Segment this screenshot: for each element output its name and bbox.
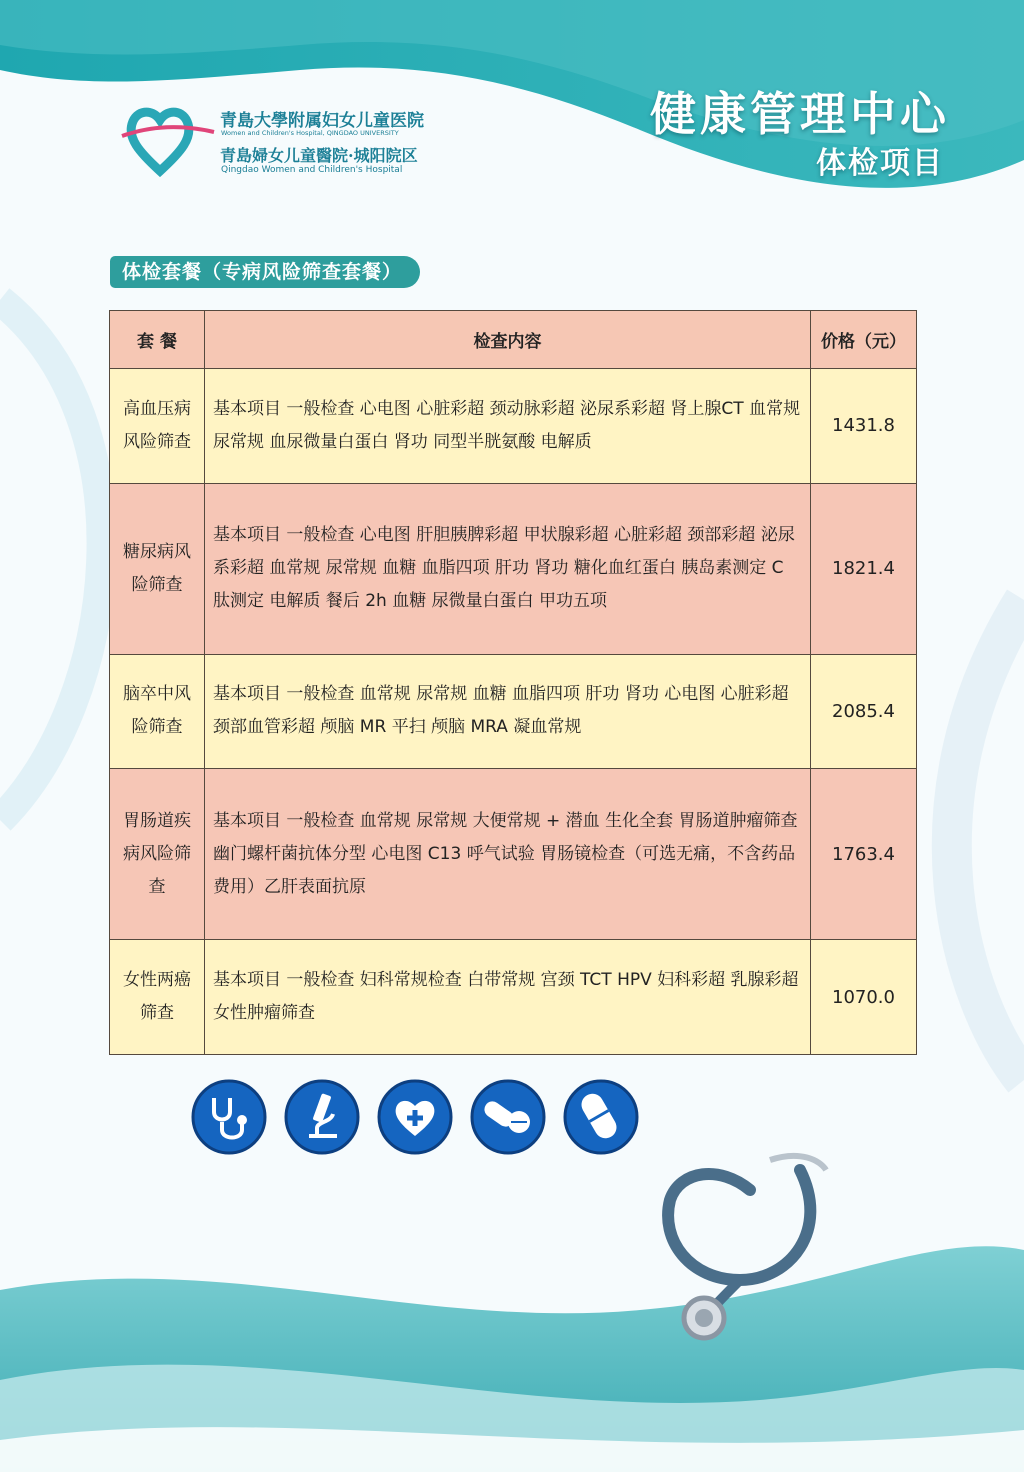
package-name: 女性两癌筛查 [110, 940, 205, 1055]
package-price: 1070.0 [811, 940, 917, 1055]
stethoscope-icon [190, 1078, 268, 1156]
logo-chinese-name: 青島大學附属妇女儿童医院 [220, 111, 424, 131]
header-package: 套 餐 [110, 311, 205, 369]
heart-plus-icon [376, 1078, 454, 1156]
table-row [110, 769, 917, 940]
table-row [110, 940, 917, 1055]
package-price: 1763.4 [811, 769, 917, 940]
logo-campus-name: 青島婦女儿童醫院·城阳院区 [220, 146, 418, 165]
header-price: 价格（元） [811, 311, 917, 369]
package-table [109, 310, 917, 1055]
capsule-icon [562, 1078, 640, 1156]
logo-english-name: Women and Children's Hospital, QINGDAO UNIVERSITY [221, 129, 399, 137]
hospital-logo [120, 96, 440, 186]
package-name: 脑卒中风险筛查 [110, 654, 205, 769]
package-content: 基本项目 一般检查 妇科常规检查 白带常规 宫颈 TCT HPV 妇科彩超 乳腺彩超 女性肿瘤筛查 [205, 940, 811, 1055]
package-price: 2085.4 [811, 654, 917, 769]
microscope-icon [283, 1078, 361, 1156]
package-name: 胃肠道疾病风险筛查 [110, 769, 205, 940]
package-name: 高血压病风险筛查 [110, 369, 205, 484]
header-content: 检查内容 [205, 311, 811, 369]
package-name: 糖尿病风险筛查 [110, 483, 205, 654]
table-header-row [110, 311, 917, 369]
page-title: 健康管理中心 [650, 87, 950, 141]
package-content: 基本项目 一般检查 心电图 心脏彩超 颈动脉彩超 泌尿系彩超 肾上腺CT 血常规 尿常规 血尿微量白蛋白 肾功 同型半胱氨酸 电解质 [205, 369, 811, 484]
package-content: 基本项目 一般检查 血常规 尿常规 大便常规 + 潜血 生化全套 胃肠道肿瘤筛查 幽门螺杆菌抗体分型 心电图 C13 呼气试验 胃肠镜检查（可选无痛，不含药品费用）乙肝表面抗原 [205, 769, 811, 940]
package-content: 基本项目 一般检查 血常规 尿常规 血糖 血脂四项 肝功 肾功 心电图 心脏彩超 颈部血管彩超 颅脑 MR 平扫 颅脑 MRA 凝血常规 [205, 654, 811, 769]
table-row [110, 483, 917, 654]
package-price: 1821.4 [811, 483, 917, 654]
medical-icon-row [190, 1078, 640, 1168]
package-price: 1431.8 [811, 369, 917, 484]
package-content: 基本项目 一般检查 心电图 肝胆胰脾彩超 甲状腺彩超 心脏彩超 颈部彩超 泌尿系彩超 血常规 尿常规 血糖 血脂四项 肝功 肾功 糖化血红蛋白 胰岛素测定 C 肽测定 电解质 餐后 2h 血糖 尿微量白蛋白 甲功五项 [205, 483, 811, 654]
section-label: 体检套餐（专病风险筛查套餐） [110, 256, 420, 288]
table-row [110, 654, 917, 769]
page-subtitle: 体检项目 [816, 146, 944, 181]
logo-campus-english: Qingdao Women and Children's Hospital [221, 165, 403, 175]
pills-icon [469, 1078, 547, 1156]
table-row [110, 369, 917, 484]
heart-logo-icon [120, 96, 216, 186]
